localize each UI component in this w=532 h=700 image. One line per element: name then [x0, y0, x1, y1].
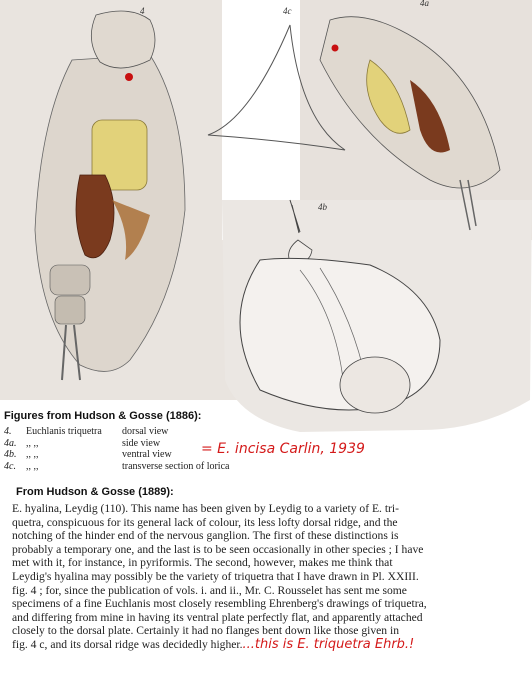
annotation-incisa: = E. incisa Carlin, 1939	[201, 441, 365, 457]
caption-num: 4.	[4, 426, 12, 437]
body-line: E. hyalina, Leydig (110). This name has been given by Leydig to a variety of E. tri-	[12, 502, 399, 515]
body-line: and differing from mine in having its ventral plate perfectly flat, and apparently attached	[12, 610, 423, 624]
caption-species: ,, ,,	[26, 449, 39, 460]
red-eyespot	[125, 73, 133, 81]
caption-view: ventral view	[122, 449, 172, 460]
body-line: met with it, for instance, in pyriformis. The second, however, makes me think that	[12, 556, 393, 570]
body-line: fig. 4 ; for, since the publication of vols. i. and ii., Mr. C. Rousselet has sent me some	[12, 583, 407, 597]
caption-num: 4a.	[4, 437, 17, 449]
caption-view: transverse section of lorica	[122, 460, 230, 472]
fig-label-4c: 4c	[283, 6, 292, 16]
caption-species: Euchlanis triquetra	[26, 426, 102, 437]
body-line: probably a temporary one, and the last is to be seen occasionally in other species ; I have	[12, 542, 424, 556]
annotation-triquetra: ...this is E. triquetra Ehrb.!	[242, 636, 415, 652]
fig-label-4a: 4a	[420, 0, 429, 8]
caption-species: ,, ,,	[26, 437, 39, 449]
caption-heading: Figures from Hudson & Gosse (1886):	[4, 410, 202, 422]
body-text	[12, 502, 522, 652]
caption-view: dorsal view	[122, 426, 169, 437]
body-line-text: fig. 4 c, and its dorsal ridge was decidedly higher.	[12, 637, 243, 651]
caption-view: side view	[122, 437, 161, 449]
body-line: quetra, conspicuous for its general lack of colour, its less lofty dorsal ridge, and the	[12, 515, 398, 529]
body-line-last	[12, 638, 522, 652]
body-line: closely to the dorsal plate. Certainly it had no flanges bent down like those given in	[12, 624, 400, 638]
body-line: notching of the hinder end of the nervous ganglion. The first of these distinctions is	[12, 529, 399, 543]
fig-label-4b: 4b	[318, 202, 327, 212]
caption-num: 4b.	[4, 449, 17, 460]
body-line: Leydig's hyalina may possibly be the variety of triquetra that I have drawn in Pl. XXIII.	[12, 569, 419, 583]
caption-species: ,, ,,	[26, 460, 39, 472]
red-eyespot-side	[332, 45, 339, 52]
figure-caption	[4, 410, 384, 422]
text-heading: From Hudson & Gosse (1889):	[16, 486, 174, 498]
fig-label-4: 4	[140, 6, 145, 16]
body-line: specimens of a fine Euchlanis most closely resembling Ehrenberg's drawings of triquetra,	[12, 597, 427, 611]
caption-num: 4c.	[4, 460, 16, 472]
